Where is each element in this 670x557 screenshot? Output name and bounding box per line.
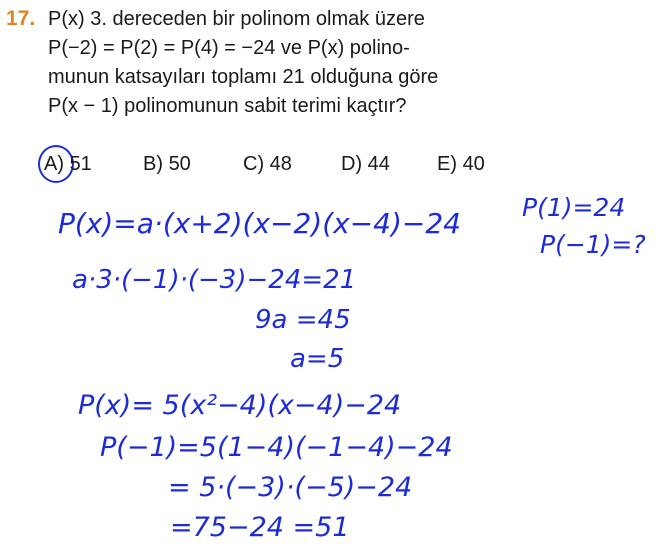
solution-step-4: a=5 [290,344,345,374]
choice-b-value: 50 [168,153,191,175]
question-line-1: P(x) 3. dereceden bir polinom olmak üzere [48,8,425,30]
choice-e[interactable] [437,153,485,176]
question-line-3: munun katsayıları toplamı 21 olduğuna göre [48,66,439,88]
choice-a[interactable] [44,153,92,176]
choice-c-letter: C) [243,153,265,175]
choice-c-value: 48 [269,153,292,175]
solution-step-7: = 5·(−3)·(−5)−24 [168,472,413,503]
choice-c[interactable] [243,153,292,176]
choice-b-letter: B) [143,153,163,175]
question-number: 17. [6,7,36,30]
choice-e-value: 40 [462,153,485,175]
choice-e-letter: E) [437,153,457,175]
side-note-p1: P(1)=24 [522,193,626,222]
solution-step-1: P(x)=a·(x+2)(x−2)(x−4)−24 [58,207,461,240]
question-line-4: P(x − 1) polinomunun sabit terimi kaçtır? [48,95,407,117]
solution-step-8: =75−24 =51 [170,512,350,543]
side-note-pm1: P(−1)=? [540,230,646,259]
choice-d-value: 44 [367,153,390,175]
solution-step-5: P(x)= 5(x²−4)(x−4)−24 [78,390,402,421]
question-line-2: P(−2) = P(2) = P(4) = −24 ve P(x) polino- [48,37,410,59]
solution-step-6: P(−1)=5(1−4)(−1−4)−24 [100,432,453,463]
choice-d-letter: D) [341,153,363,175]
choice-d[interactable] [341,153,390,176]
choice-a-letter: A) [44,153,64,175]
choice-a-value: 51 [69,153,92,175]
choice-b[interactable] [143,153,191,176]
solution-step-2: a·3·(−1)·(−3)−24=21 [72,265,357,295]
solution-step-3: 9a =45 [255,305,351,335]
